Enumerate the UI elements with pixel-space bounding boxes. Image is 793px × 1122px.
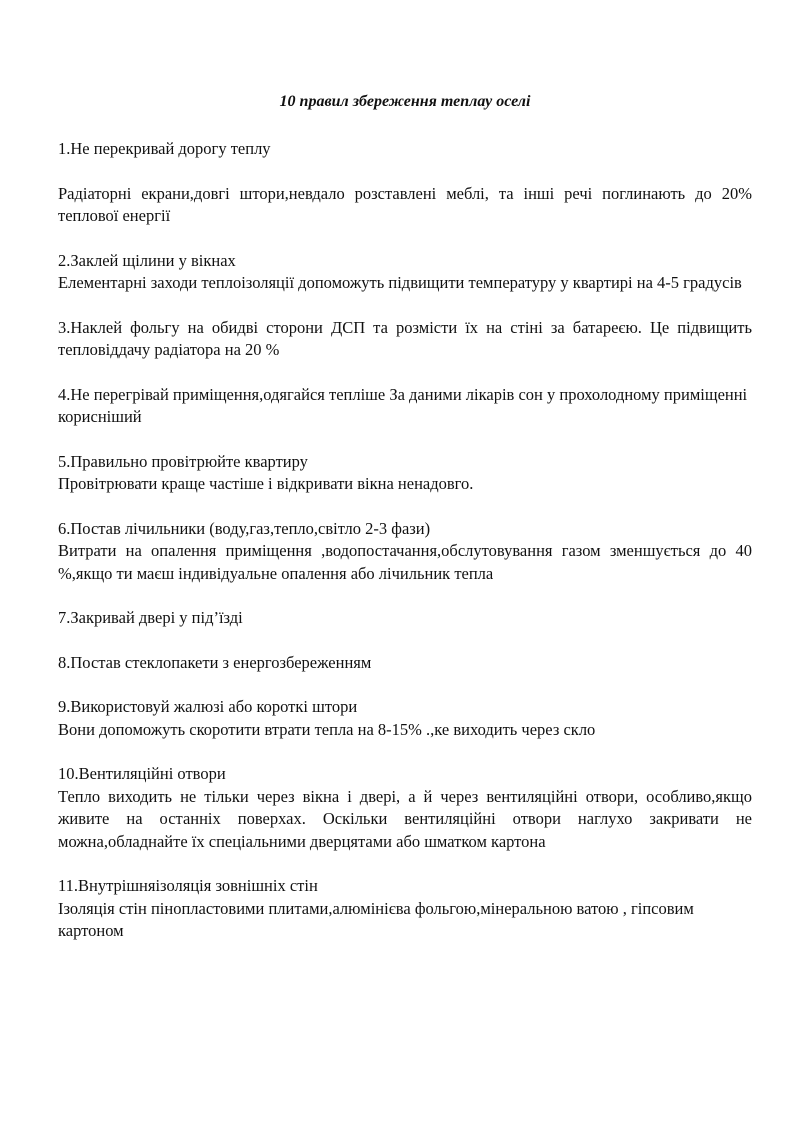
rule-body: Вони допоможуть скоротити втрати тепла на 8-15% .,ке виходить через скло (58, 719, 596, 739)
rule-2 (58, 250, 752, 295)
rule-heading: 10.Вентиляційні отвори (58, 764, 226, 783)
rule-body: Провітрювати краще частіше і відкривати вікна ненадовго. (58, 474, 474, 493)
rule-4 (58, 384, 752, 429)
rule-5 (58, 451, 752, 496)
rule-10 (58, 763, 752, 853)
rule-body: 4.Не перегрівай приміщення,одягайся тепліше За даними лікарів сон у прохолодному приміщенні корисніший (58, 384, 748, 426)
rule-11 (58, 875, 752, 943)
rule-7 (58, 607, 752, 630)
rule-heading: 7.Закривай двері у під’їзді (58, 608, 243, 627)
rule-body: Ізоляція стін пінопластовими плитами,алюмінієва фольгою,мінеральною ватою , гіпсовим картоном (58, 898, 694, 940)
rule-heading: 11.Внутрішняізоляція зовнішніх стін (58, 876, 318, 895)
rule-1 (58, 138, 752, 228)
rule-3 (58, 317, 752, 362)
document-page (58, 92, 752, 965)
rule-9 (58, 696, 752, 741)
rule-heading: 9.Використовуй жалюзі або короткі штори (58, 697, 358, 716)
rule-body: Радіаторні екрани,довгі штори,невдало розставлені меблі, та інші речі поглинають до 20% теплової енергії (58, 183, 752, 225)
rule-8 (58, 652, 752, 675)
rule-heading: 5.Правильно провітрюйте квартиру (58, 451, 308, 471)
document-title: 10 правил збереження теплау оселі (279, 93, 531, 110)
rule-body: Елементарні заходи теплоізоляції допоможуть підвищити температуру у квартирі на 4-5 градусів (58, 273, 742, 292)
rule-6 (58, 518, 752, 586)
rule-heading: 8.Постав стеклопакети з енергозбереженням (58, 652, 372, 672)
rule-body: Тепло виходить не тільки через вікна і двері, а й через вентиляційні отвори, особливо,якщо живите на останніх поверхах. Оскільки вентиляційні отвори наглухо закривати не можна,обладнайте їх спеціальними дверцятами або шматком картона (58, 786, 752, 851)
rule-body: 3.Наклей фольгу на обидві сторони ДСП та розмісти їх на стіні за батареєю. Це підвищить тепловіддачу радіатора на 20 % (58, 317, 752, 359)
rule-body: Витрати на опалення приміщення ,водопостачання,обслутовування газом зменшується до 40 %,якщо ти маєш індивідуальне опалення або лічильник тепла (58, 541, 752, 583)
rule-heading: 6.Постав лічильники (воду,газ,тепло,світло 2-3 фази) (58, 518, 431, 538)
rule-heading: 2.Заклей щілини у вікнах (58, 250, 236, 270)
rule-heading: 1.Не перекривай дорогу теплу (58, 139, 271, 158)
